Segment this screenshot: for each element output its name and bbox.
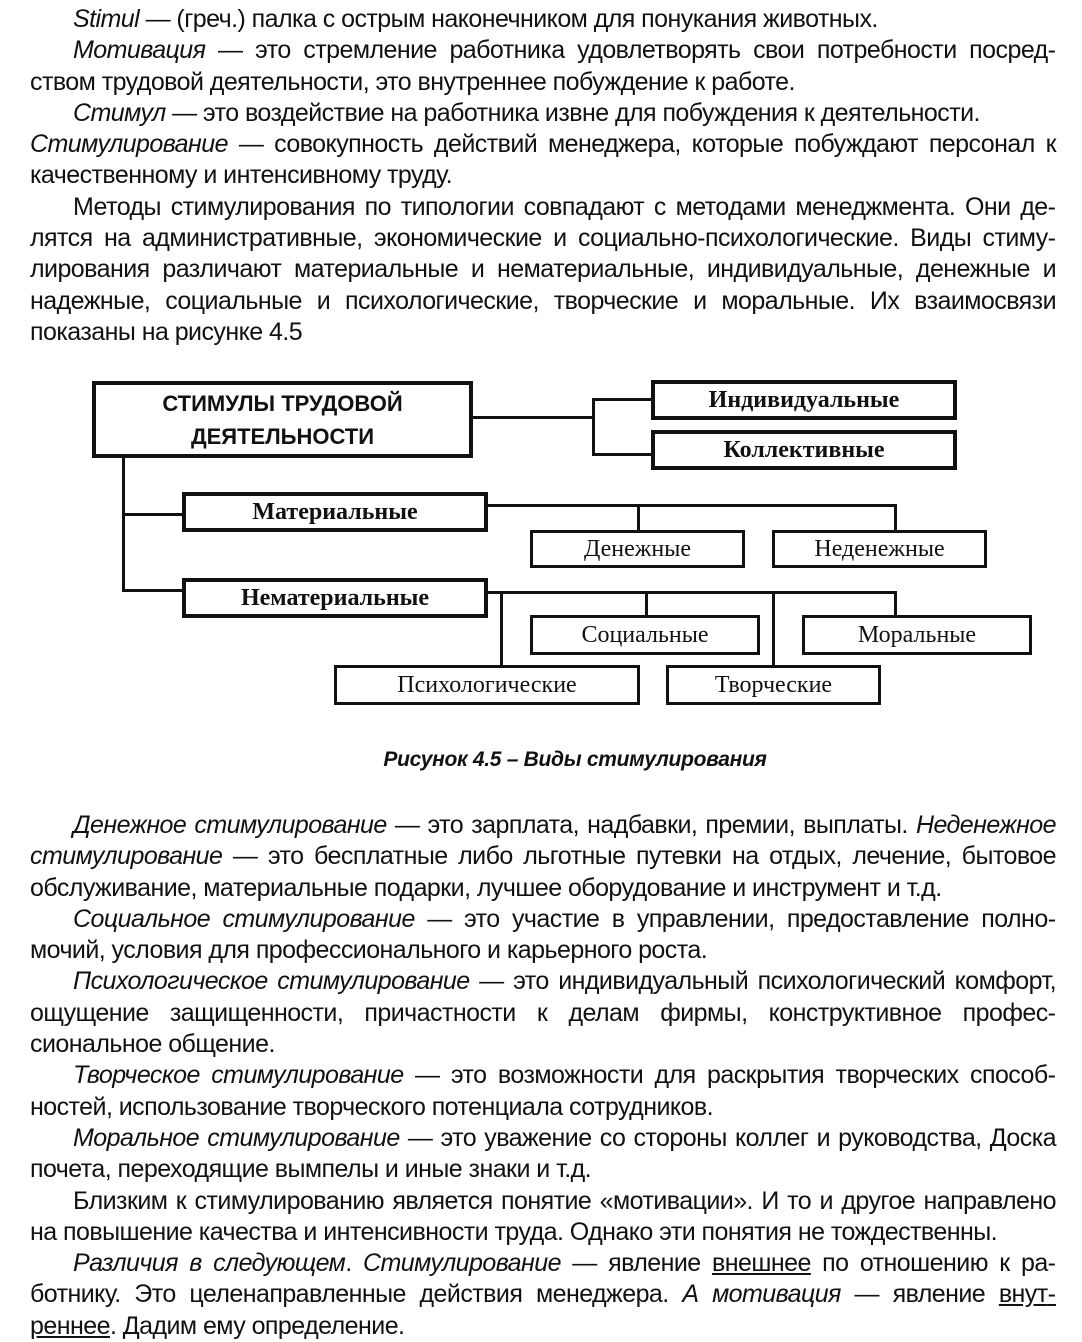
- paragraph-motivation-concept: Близким к стимулированию является понятие «мотивации». И то и другое направлено на повышение качества и интенсивности труда. Однако эти понятия не тождественны.: [30, 1186, 1056, 1246]
- connector-line: [487, 504, 897, 507]
- definition-text: — это индивидуальный психологический комфорт, ощущение защищенности, причастности к делам фирмы, конструктивное профессиональное общение.: [30, 967, 1056, 1059]
- connector-line: [472, 416, 594, 419]
- figure-caption: Рисунок 4.5 – Виды стимулирования: [383, 748, 767, 771]
- nonmaterial-label: Нематериальные: [240, 584, 430, 611]
- social-label: Социальные: [581, 621, 709, 648]
- main-box-line1: СТИМУЛЫ ТРУДОВОЙ: [162, 390, 403, 416]
- connector-line: [894, 504, 897, 532]
- underlined-external: внешнее: [712, 1249, 811, 1278]
- collective-label: Коллективные: [723, 436, 885, 463]
- creative-box: [666, 665, 881, 705]
- definition-text: — это уважение со стороны коллег и руководства, Доска почета, переходящие вымпелы и иные знаки и т.д.: [30, 1123, 1056, 1184]
- definition-text: — (греч.) палка с острым наконечником для понукания животных.: [139, 5, 878, 33]
- paragraph-psychological: [30, 966, 1056, 1060]
- definition-text: — это бесплатные либо льготные путевки на отдых, лечение, бытовое обслуживание, материальные подарки, лучшее оборудование и инструмент и т.д.: [30, 842, 1056, 902]
- term-motivation: А мотивация: [682, 1280, 841, 1309]
- definition-text: — это участие в управлении, предоставление полномочий, условия для профессионального и карьерного роста.: [30, 904, 1057, 965]
- connector-line: [122, 589, 184, 592]
- text-segment: — явление: [840, 1280, 999, 1309]
- term-differences: Различия в следующем: [73, 1249, 346, 1278]
- collective-box: [651, 430, 957, 470]
- paragraph-creative: [30, 1060, 1056, 1123]
- term-nonmonetary: Неденежное стимулирование: [30, 811, 1056, 871]
- moral-label: Моральные: [857, 621, 977, 648]
- term-psychological: Психологическое стимулирование: [73, 967, 470, 996]
- connector-line: [122, 456, 125, 591]
- moral-box: [802, 615, 1032, 655]
- connector-line: [122, 513, 184, 516]
- term-stimul-ru: Стимул: [73, 98, 166, 127]
- nonmonetary-box: [772, 530, 987, 568]
- creative-label: Творческие: [714, 671, 833, 698]
- term-stimul: Stimul: [73, 5, 140, 33]
- text-segment: — явление: [560, 1249, 712, 1278]
- connector-line: [500, 591, 503, 667]
- main-box-line2: ДЕЯТЕЛЬНОСТИ: [190, 423, 375, 449]
- term-monetary: Денежное стимулирование: [73, 811, 387, 839]
- term-stimulation: Стимулирование: [30, 130, 228, 159]
- individual-box: [651, 380, 957, 420]
- paragraph-monetary: [30, 810, 1056, 904]
- text-segment: . Дадим ему определение.: [109, 1311, 405, 1340]
- connector-line: [894, 591, 897, 617]
- nonmonetary-label: Неденежные: [814, 535, 945, 562]
- monetary-label: Денежные: [583, 535, 691, 562]
- connector-line: [645, 591, 648, 617]
- material-label: Материальные: [252, 498, 418, 525]
- definition-text: — совокупность действий менеджера, которые побуждают персонал к качественному и интенсивному труду.: [30, 130, 1056, 190]
- text-segment: .: [345, 1249, 363, 1278]
- material-box: [182, 492, 488, 532]
- definition-text: — это возможности для раскрытия творческих способностей, использование творческого потенциала сотрудников.: [30, 1061, 1056, 1121]
- underlined-internal: внутреннее: [30, 1280, 1056, 1340]
- paragraph-differences: [30, 1248, 1056, 1342]
- psychological-box: [334, 665, 640, 705]
- text-segment: по отношению к работнику. Это целенаправленные действия менеджера.: [30, 1249, 1056, 1309]
- paragraph-social: [30, 904, 1056, 967]
- term-social: Социальное стимулирование: [73, 904, 415, 933]
- connector-line: [592, 453, 654, 456]
- individual-label: Индивидуальные: [708, 386, 900, 413]
- paragraph-methods: Методы стимулирования по типологии совпадают с методами менеджмента. Они делятся на административные, экономические и социально-психологические. Виды стимулирования различают материальные и нематериальные, индивидуальные, денежные и надежные, социальные и психологические, творческие и моральные. Их взаимосвязи показаны на рисунке 4.5: [30, 192, 1056, 346]
- social-box: [530, 615, 760, 655]
- body-text: [30, 810, 1056, 1342]
- term-motivation: Мотивация: [73, 36, 206, 65]
- nonmaterial-box: [182, 578, 488, 618]
- connector-line: [592, 398, 595, 456]
- connector-line: [487, 591, 897, 594]
- definition-text: — это воздействие на работника извне для побуждения к деятельности.: [165, 98, 980, 127]
- paragraph-moral: [30, 1123, 1056, 1186]
- term-creative: Творческое стимулирование: [73, 1061, 404, 1090]
- definition-text: — это зарплата, надбавки, премии, выплаты.: [386, 811, 916, 839]
- term-stimulation: Стимулирование: [363, 1249, 561, 1278]
- psychological-label: Психологические: [397, 671, 577, 698]
- connector-line: [637, 504, 640, 532]
- main-stimuli-box: [92, 381, 473, 458]
- connector-line: [772, 591, 775, 667]
- monetary-box: [530, 530, 745, 568]
- definition-text: — это стремление работника удовлетворять свои потребности посредством трудовой деятельности, это внутреннее побуждение к работе.: [30, 36, 1056, 96]
- connector-line: [592, 398, 654, 401]
- term-moral: Моральное стимулирование: [73, 1123, 400, 1152]
